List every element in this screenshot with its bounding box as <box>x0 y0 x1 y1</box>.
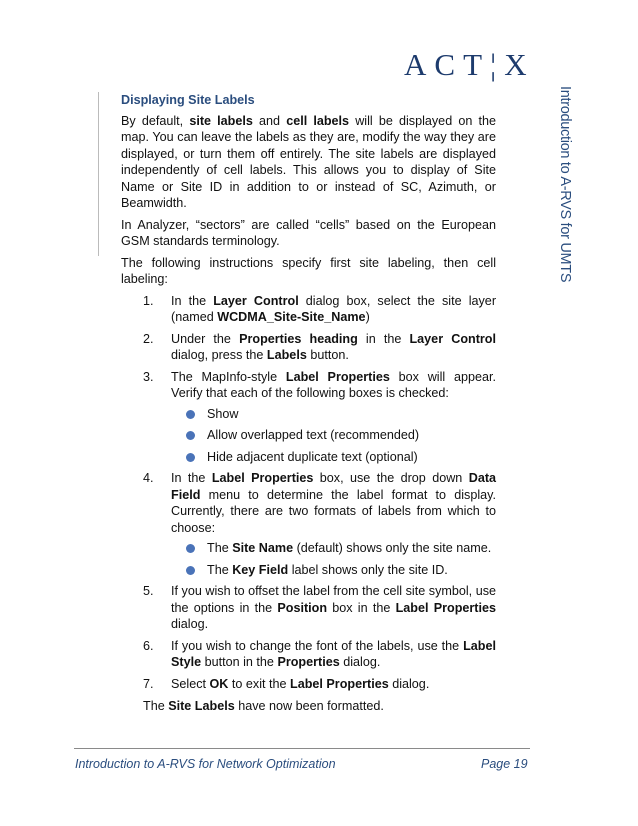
step-number: 5. <box>143 584 154 598</box>
step-7: 7. Select OK to exit the Label Properties dialog. <box>143 676 430 691</box>
step-6: 6. If you wish to change the font of the labels, use the Label Style button in the Properties dialog. <box>143 638 496 669</box>
closing-statement: The Site Labels have now been formatted. <box>143 699 384 713</box>
list-item: Allow overlapped text (recommended) <box>171 427 496 444</box>
bullet-icon <box>186 410 195 419</box>
section-heading: Displaying Site Labels <box>121 93 255 107</box>
side-title-text: Introduction to A-RVS for UMTS <box>557 86 573 283</box>
bullet-icon <box>186 431 195 440</box>
bullet-icon <box>186 453 195 462</box>
steps-list <box>121 293 496 693</box>
list-item: The Site Name (default) shows only the site name. <box>171 540 496 557</box>
list-item: Hide adjacent duplicate text (optional) <box>171 449 496 466</box>
bullet-icon <box>186 544 195 553</box>
margin-rule <box>98 92 99 256</box>
step-number: 7. <box>143 676 154 691</box>
paragraph-instructions: The following instructions specify first site labeling, then cell labeling: <box>121 255 496 286</box>
step-1: 1. In the Layer Control dialog box, select the site layer (named WCDMA_Site-Site_Name) <box>143 293 497 324</box>
list-item: Show <box>171 406 496 423</box>
step-3: 3. The MapInfo-style Label Properties box will appear. Verify that each of the following boxes is checked: Show Allow overlapped text (recommended) Hide adjacent duplicate text (optional) <box>143 369 497 464</box>
format-list <box>171 540 496 578</box>
paragraph-intro: By default, site labels and cell labels will be displayed on the map. You can leave the labels as they are, modify the way they are displayed, or turn them off entirely. The site labels are displayed independently of cell labels. This allows you to display of Site Name or Site ID in addition to or instead of SC, Azimuth, or Beamwidth. <box>121 113 497 210</box>
footer-document-title: Introduction to A-RVS for Network Optimization <box>75 757 336 771</box>
step-4: 4. In the Label Properties box, use the drop down Data Field menu to determine the label format to display. Currently, there are two formats of labels from which to choose: The Site Name (default) shows only the site name. The Key Field label shows only the site ID. <box>143 471 497 577</box>
bullet-icon <box>186 566 195 575</box>
page-content <box>121 92 496 720</box>
step-number: 6. <box>143 638 154 653</box>
actix-logo: ACT¦X <box>404 47 535 82</box>
checkbox-list <box>171 406 496 466</box>
step-number: 1. <box>143 293 154 308</box>
step-2: 2. Under the Properties heading in the Layer Control dialog, press the Labels button. <box>143 331 496 362</box>
step-number: 3. <box>143 369 154 384</box>
paragraph-terminology: In Analyzer, “sectors” are called “cells” based on the European GSM standards terminology. <box>121 217 496 248</box>
list-item: The Key Field label shows only the site ID. <box>171 562 496 579</box>
step-number: 2. <box>143 331 154 346</box>
footer-divider <box>74 748 530 749</box>
side-title <box>555 86 575 354</box>
page-number: Page 19 <box>481 757 528 771</box>
step-5: 5. If you wish to offset the label from the cell site symbol, use the options in the Position box in the Label Properties dialog. <box>143 584 497 631</box>
step-number: 4. <box>143 471 154 485</box>
